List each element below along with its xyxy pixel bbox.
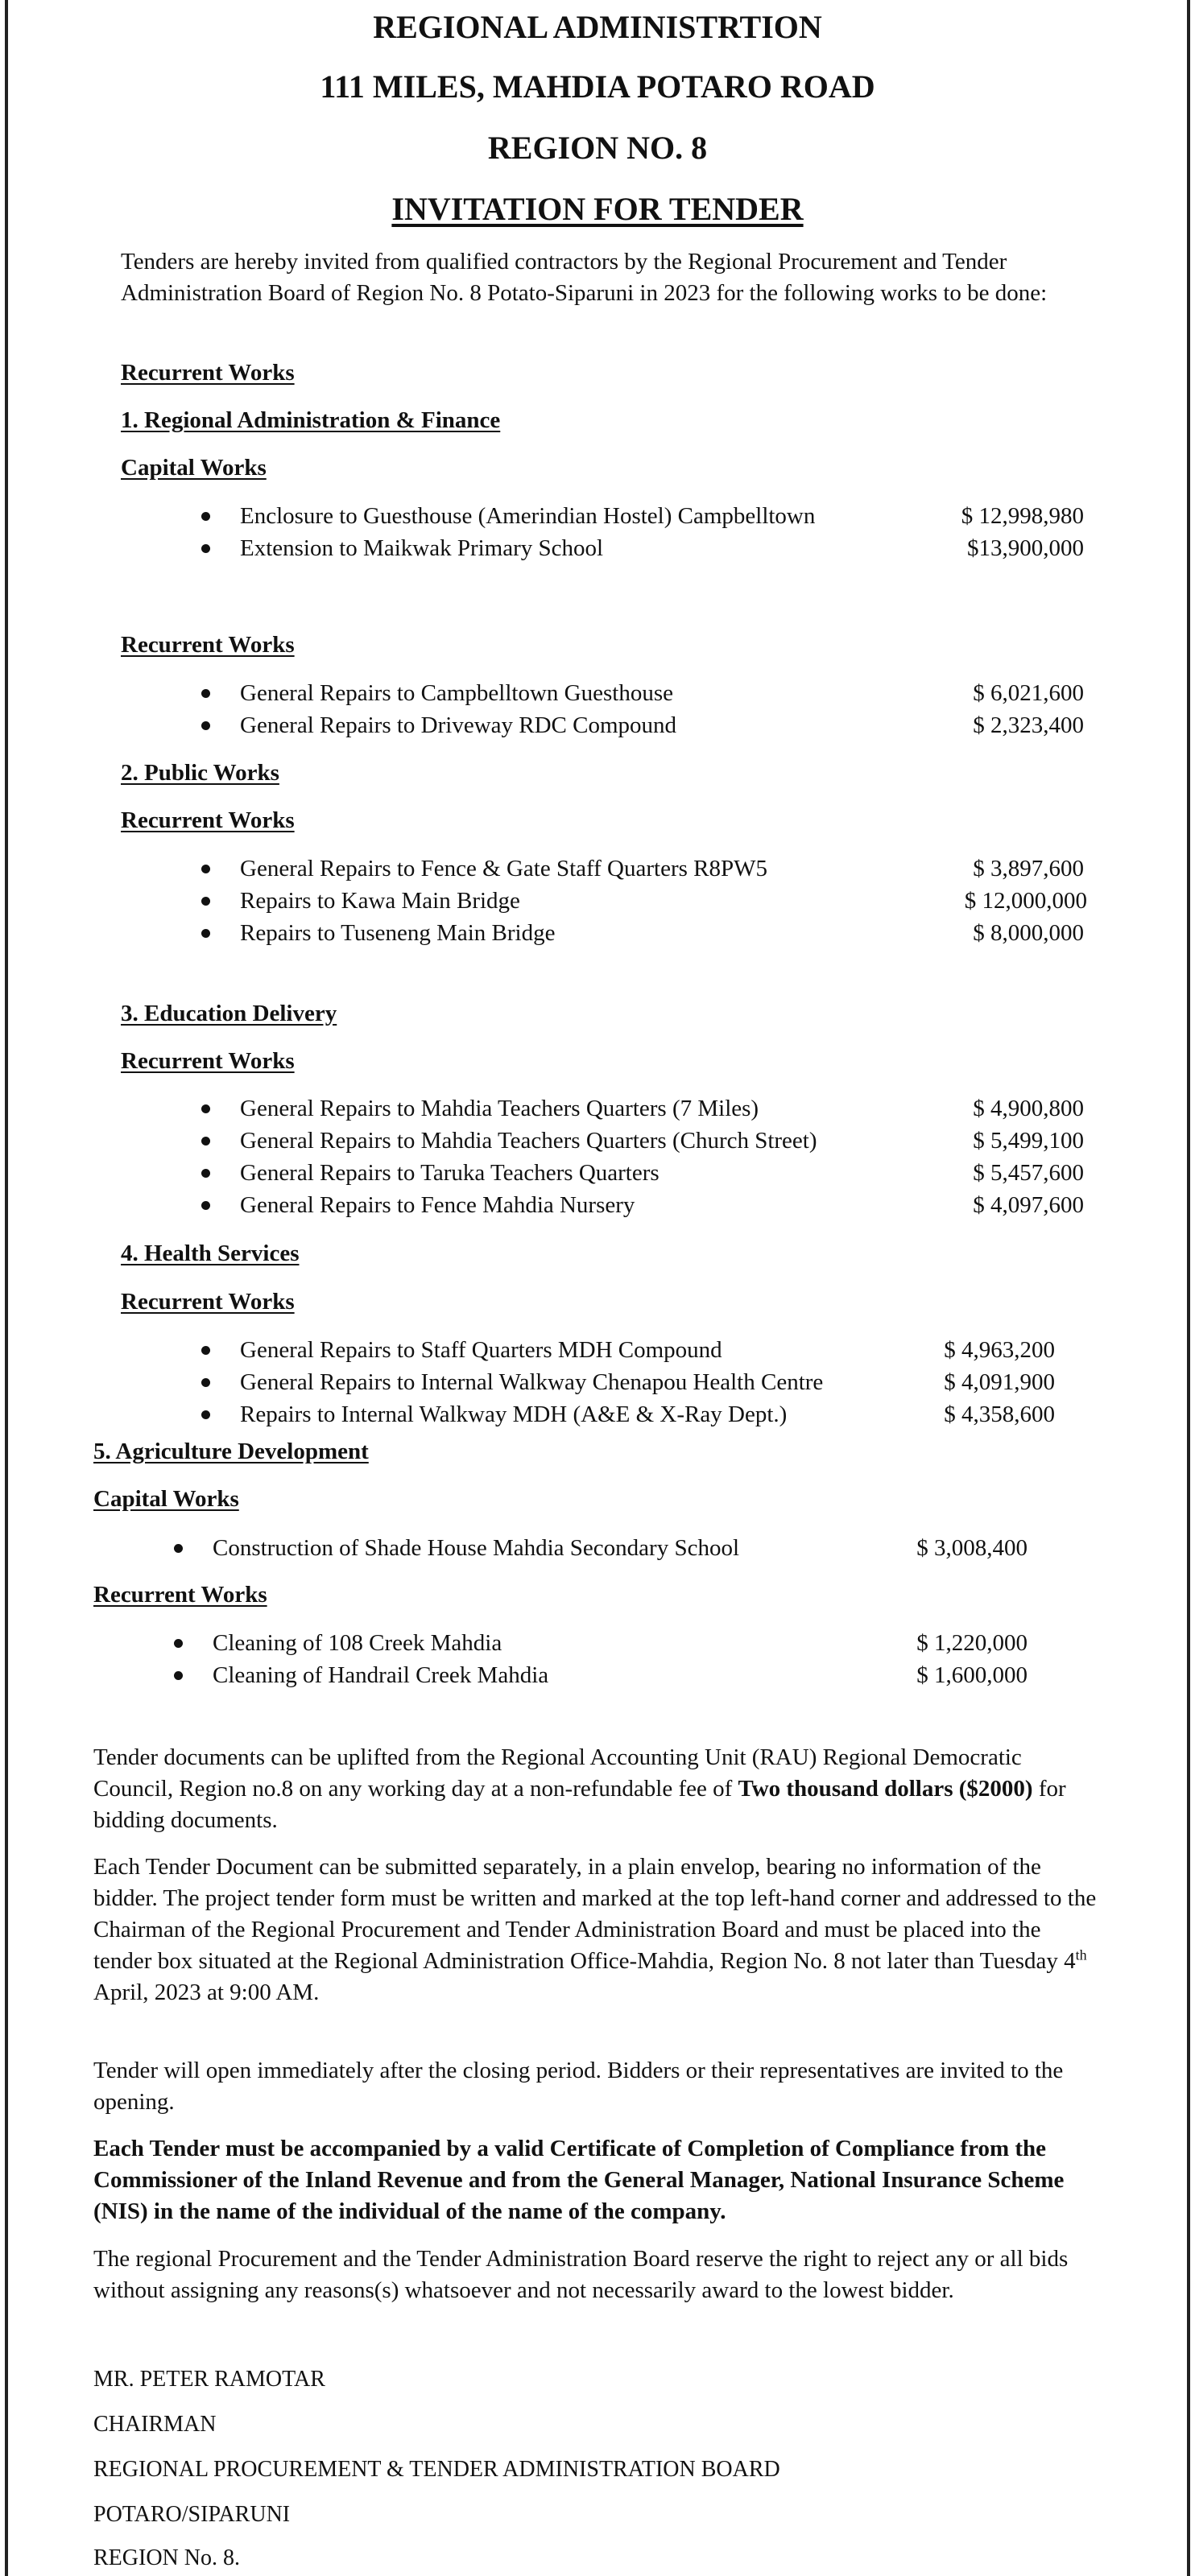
item-amount: $ 4,963,200 xyxy=(944,1337,1055,1363)
item-amount: $ 6,021,600 xyxy=(973,680,1084,706)
item-amount: $ 12,998,980 xyxy=(961,503,1084,529)
item-amount: $ 1,220,000 xyxy=(916,1630,1028,1656)
list-item: General Repairs to Mahdia Teachers Quarters (7 Miles) xyxy=(240,1096,759,1121)
bullet-icon xyxy=(174,1639,183,1648)
recurrent-works-heading-top: Recurrent Works xyxy=(121,360,295,386)
section-5-title: 5. Agriculture Development xyxy=(93,1439,369,1464)
bullet-icon xyxy=(201,1104,210,1113)
right-border xyxy=(1187,0,1190,2576)
list-item: General Repairs to Staff Quarters MDH Compound xyxy=(240,1337,722,1363)
ordinal-suffix: th xyxy=(1075,1946,1087,1963)
item-amount: $ 4,091,900 xyxy=(944,1369,1055,1395)
header-line-2: 111 MILES, MAHDIA POTARO ROAD xyxy=(320,68,875,105)
bullet-icon xyxy=(201,929,210,938)
paragraph-compliance: Each Tender must be accompanied by a valid Certificate of Completion of Compliance from the Commissioner of the Inland Revenue and from the General Manager, National Insurance Scheme (NIS) in the name of the individual of the name of the company. xyxy=(93,2136,1065,2224)
bullet-icon xyxy=(201,721,210,730)
section-1-recurrent-heading: Recurrent Works xyxy=(121,632,295,658)
item-amount: $13,900,000 xyxy=(967,535,1084,561)
item-amount: $ 3,897,600 xyxy=(973,856,1084,881)
list-item: General Repairs to Fence Mahdia Nursery xyxy=(240,1192,635,1218)
bullet-icon xyxy=(201,512,210,521)
section-2-title: 2. Public Works xyxy=(121,760,279,786)
item-amount: $ 1,600,000 xyxy=(916,1662,1028,1688)
list-item: Repairs to Kawa Main Bridge xyxy=(240,888,520,914)
list-item: Repairs to Internal Walkway MDH (A&E & X-Ray Dept.) xyxy=(240,1402,788,1427)
section-2-recurrent-heading: Recurrent Works xyxy=(121,807,295,833)
list-item: Enclosure to Guesthouse (Amerindian Hostel) Campbelltown xyxy=(240,503,816,529)
paragraph-documents xyxy=(93,1742,1092,1836)
fee-amount: Two thousand dollars ($2000) xyxy=(738,1776,1033,1802)
section-1-title: 1. Regional Administration & Finance xyxy=(121,407,501,433)
bullet-icon xyxy=(201,544,210,553)
bullet-icon xyxy=(201,1137,210,1146)
paragraph-opening: Tender will open immediately after the closing period. Bidders or their representatives are invited to the opening. xyxy=(93,2058,1064,2115)
list-item: General Repairs to Taruka Teachers Quarters xyxy=(240,1160,660,1186)
list-item: General Repairs to Fence & Gate Staff Quarters R8PW5 xyxy=(240,856,767,881)
signatory-region: REGION No. 8. xyxy=(93,2545,240,2570)
left-border xyxy=(5,0,8,2576)
paragraph-text: Tender documents can be uplifted from the Regional Accounting Unit (RAU) Regional Democratic Council, Region no.8 on any working day at a non-refundable fee of xyxy=(93,1744,1022,1802)
bullet-icon xyxy=(201,1378,210,1387)
bullet-icon xyxy=(201,1201,210,1210)
bullet-icon xyxy=(174,1544,183,1553)
bullet-icon xyxy=(201,897,210,906)
list-item: Cleaning of 108 Creek Mahdia xyxy=(213,1630,502,1656)
list-item: General Repairs to Mahdia Teachers Quarters (Church Street) xyxy=(240,1128,817,1154)
page-title: INVITATION FOR TENDER xyxy=(391,191,804,227)
paragraph-rights: The regional Procurement and the Tender Administration Board reserve the right to reject any or all bids without assigning any reasons(s) whatsoever and not necessarily award to the lowest bidder. xyxy=(93,2246,1069,2303)
item-amount: $ 8,000,000 xyxy=(973,920,1084,946)
header-line-1: REGIONAL ADMINISTRTION xyxy=(373,9,822,45)
section-1-capital-heading: Capital Works xyxy=(121,455,267,481)
bullet-icon xyxy=(174,1671,183,1680)
signatory-name: MR. PETER RAMOTAR xyxy=(93,2367,325,2392)
section-5-recurrent-heading: Recurrent Works xyxy=(93,1582,267,1608)
item-amount: $ 5,499,100 xyxy=(973,1128,1084,1154)
section-4-title: 4. Health Services xyxy=(121,1241,300,1266)
list-item: Cleaning of Handrail Creek Mahdia xyxy=(213,1662,549,1688)
item-amount: $ 2,323,400 xyxy=(973,712,1084,738)
paragraph-submission xyxy=(93,1852,1097,2008)
paragraph-text: for bidding documents. xyxy=(93,1776,1066,1833)
item-amount: $ 5,457,600 xyxy=(973,1160,1084,1186)
intro-paragraph: Tenders are hereby invited from qualified contractors by the Regional Procurement and Tender Administration Board of Region No. 8 Potato-Siparuni in 2023 for the following works to be done: xyxy=(121,249,1048,306)
list-item: Construction of Shade House Mahdia Secondary School xyxy=(213,1535,740,1561)
list-item: Extension to Maikwak Primary School xyxy=(240,535,604,561)
bullet-icon xyxy=(201,1410,210,1419)
section-4-recurrent-heading: Recurrent Works xyxy=(121,1289,295,1315)
section-5-capital-heading: Capital Works xyxy=(93,1486,239,1512)
bullet-icon xyxy=(201,1346,210,1355)
bullet-icon xyxy=(201,1169,210,1178)
item-amount: $ 3,008,400 xyxy=(916,1535,1028,1561)
bullet-icon xyxy=(201,865,210,873)
item-amount: $ 4,900,800 xyxy=(973,1096,1084,1121)
section-3-recurrent-heading: Recurrent Works xyxy=(121,1048,295,1074)
list-item: General Repairs to Driveway RDC Compound xyxy=(240,712,677,738)
header-line-3: REGION NO. 8 xyxy=(487,130,708,166)
item-amount: $ 4,358,600 xyxy=(944,1402,1055,1427)
list-item: General Repairs to Campbelltown Guesthouse xyxy=(240,680,673,706)
paragraph-text: Each Tender Document can be submitted separately, in a plain envelop, bearing no information of the bidder. The project tender form must be written and marked at the top left-hand corner and addressed to the Chairman of the Regional Procurement and Tender Administration Board and must be placed into the tender box situated at the Regional Administration Office-Mahdia, Region No. 8 not later than Tuesday 4 xyxy=(93,1854,1097,1974)
signatory-area: POTARO/SIPARUNI xyxy=(93,2502,291,2527)
signatory-role: CHAIRMAN xyxy=(93,2412,217,2437)
section-3-title: 3. Education Delivery xyxy=(121,1001,337,1026)
item-amount: $ 12,000,000 xyxy=(964,888,1087,914)
paragraph-text: April, 2023 at 9:00 AM. xyxy=(93,1979,320,2005)
item-amount: $ 4,097,600 xyxy=(973,1192,1084,1218)
signatory-board: REGIONAL PROCUREMENT & TENDER ADMINISTRATION BOARD xyxy=(93,2457,780,2482)
list-item: Repairs to Tuseneng Main Bridge xyxy=(240,920,556,946)
bullet-icon xyxy=(201,689,210,698)
list-item: General Repairs to Internal Walkway Chenapou Health Centre xyxy=(240,1369,824,1395)
